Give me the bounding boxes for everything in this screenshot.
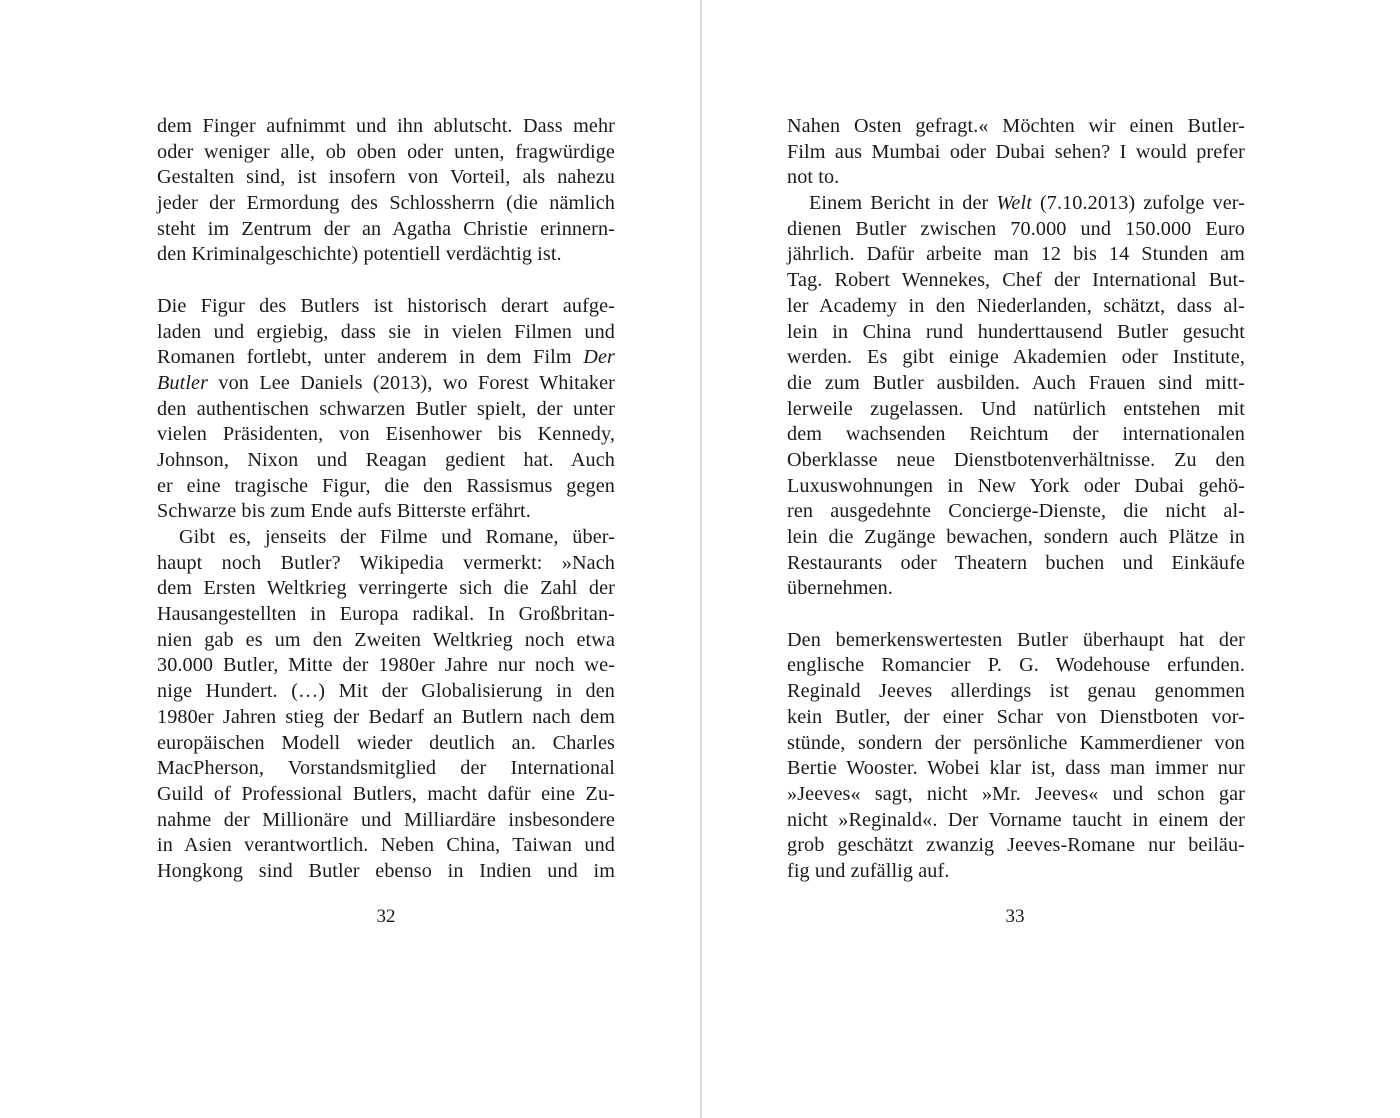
text-line: lein die Zugänge bewachen, sondern auch Plätze in [787, 526, 1245, 548]
text-line: 1980er Jahren stieg der Bedarf an Butlern nach dem [157, 705, 615, 728]
text-line: grob geschätzt zwanzig Jeeves-Romane nur beiläu- [787, 834, 1245, 857]
text-line: nien gab es um den Zweiten Weltkrieg noch etwa [157, 628, 615, 651]
text-line: not to. [787, 166, 840, 189]
right-page [702, 0, 1400, 1118]
page-number: 33 [1005, 906, 1025, 927]
text-line: stünde, sondern der persönliche Kammerdiener von [787, 731, 1245, 754]
left-text-block [157, 114, 615, 885]
text-line: dem Finger aufnimmt und ihn ablutscht. Dass mehr [157, 115, 615, 137]
text-line: Reginald Jeeves allerdings ist genau genommen [787, 680, 1245, 703]
text-line: die zum Butler ausbilden. Auch Frauen sind mitt- [787, 371, 1245, 394]
text-line: steht im Zentrum der an Agatha Christie erinnern- [157, 217, 615, 240]
text-line: jeder der Ermordung des Schlossherrn (die nämlich [157, 192, 615, 215]
text-line: englische Romancier P. G. Wodehouse erfunden. [787, 654, 1245, 677]
text-line: »Jeeves« sagt, nicht »Mr. Jeeves« und schon gar [787, 782, 1245, 805]
text-line: nige Hundert. (…) Mit der Globalisierung in den [157, 680, 615, 703]
text-line: Guild of Professional Butlers, macht dafür eine Zu- [157, 782, 615, 805]
text-line: Den bemerkenswertesten Butler überhaupt hat der [787, 628, 1245, 651]
text-line: haupt noch Butler? Wikipedia vermerkt: »Nach [157, 551, 615, 574]
right-text-block [787, 114, 1245, 885]
text-line: Film aus Mumbai oder Dubai sehen? I would prefer [787, 140, 1245, 163]
text-line: Luxuswohnungen in New York oder Dubai gehö- [787, 474, 1245, 497]
text-line: Gestalten sind, ist insofern von Vorteil, als nahezu [157, 166, 615, 189]
text-line: nahme der Millionäre und Milliardäre insbesondere [157, 808, 615, 831]
text-line: Nahen Osten gefragt.« Möchten wir einen Butler- [787, 115, 1245, 137]
text-line: übernehmen. [787, 577, 893, 600]
text-line: Restaurants oder Theatern buchen und Einkäufe [787, 551, 1245, 574]
text-line: kein Butler, der einer Schar von Dienstboten vor- [787, 705, 1245, 728]
text-line: lerweile zugelassen. Und natürlich entstehen mit [787, 397, 1245, 420]
text-line: dem Ersten Weltkrieg verringerte sich die Zahl der [157, 577, 615, 600]
paragraph-break [787, 602, 1245, 628]
page-number: 32 [376, 906, 396, 927]
text-line: ren ausgedehnte Concierge-Dienste, die nicht al- [787, 500, 1245, 523]
text-line: er eine tragische Figur, die den Rassismus gegen [157, 474, 615, 497]
text-line: dem wachsenden Reichtum der internationalen [787, 423, 1245, 446]
text-line: Einem Bericht in der Welt (7.10.2013) zufolge ver- [809, 192, 1245, 215]
text-line: Hausangestellten in Europa radikal. In Großbritan- [157, 603, 615, 626]
text-line: Die Figur des Butlers ist historisch derart aufge- [157, 294, 615, 317]
text-line: MacPherson, Vorstandsmitglied der International [157, 757, 615, 780]
text-line: Butler von Lee Daniels (2013), wo Forest Whitaker [157, 371, 615, 394]
text-line: den Kriminalgeschichte) potentiell verdächtig ist. [157, 243, 562, 266]
text-line: Gibt es, jenseits der Filme und Romane, über- [179, 526, 615, 548]
text-line: Romanen fortlebt, unter anderem in dem Film Der [157, 346, 615, 369]
text-line: lein in China rund hunderttausend Butler gesucht [787, 320, 1245, 343]
text-line: laden und ergiebig, dass sie in vielen Filmen und [157, 320, 615, 343]
text-line: ler Academy in den Niederlanden, schätzt, dass al- [787, 294, 1245, 317]
text-line: den authentischen schwarzen Butler spielt, der unter [157, 397, 615, 420]
text-line: Tag. Robert Wennekes, Chef der International But- [787, 269, 1245, 292]
text-line: jährlich. Dafür arbeite man 12 bis 14 Stunden am [787, 243, 1245, 266]
text-line: nicht »Reginald«. Der Vorname taucht in einem der [787, 808, 1245, 831]
text-line: dienen Butler zwischen 70.000 und 150.000 Euro [787, 217, 1245, 240]
text-line: Schwarze bis zum Ende aufs Bitterste erfährt. [157, 500, 531, 523]
text-line: in Asien verantwortlich. Neben China, Taiwan und [157, 834, 615, 857]
text-line: vielen Präsidenten, von Eisenhower bis Kennedy, [157, 423, 615, 446]
paragraph-break [157, 268, 615, 294]
text-line: Oberklasse neue Dienstbotenverhältnisse. Zu den [787, 448, 1245, 471]
text-line: Johnson, Nixon und Reagan gedient hat. Auch [157, 448, 615, 471]
text-line: Bertie Wooster. Wobei klar ist, dass man immer nur [787, 757, 1245, 780]
text-line: oder weniger alle, ob oben oder unten, fragwürdige [157, 140, 615, 163]
text-line: europäischen Modell wieder deutlich an. Charles [157, 731, 615, 754]
text-line: werden. Es gibt einige Akademien oder Institute, [787, 346, 1245, 369]
text-line: fig und zufällig auf. [787, 859, 950, 882]
text-line: Hongkong sind Butler ebenso in Indien und im [157, 859, 615, 882]
text-line: 30.000 Butler, Mitte der 1980er Jahre nur noch we- [157, 654, 615, 677]
